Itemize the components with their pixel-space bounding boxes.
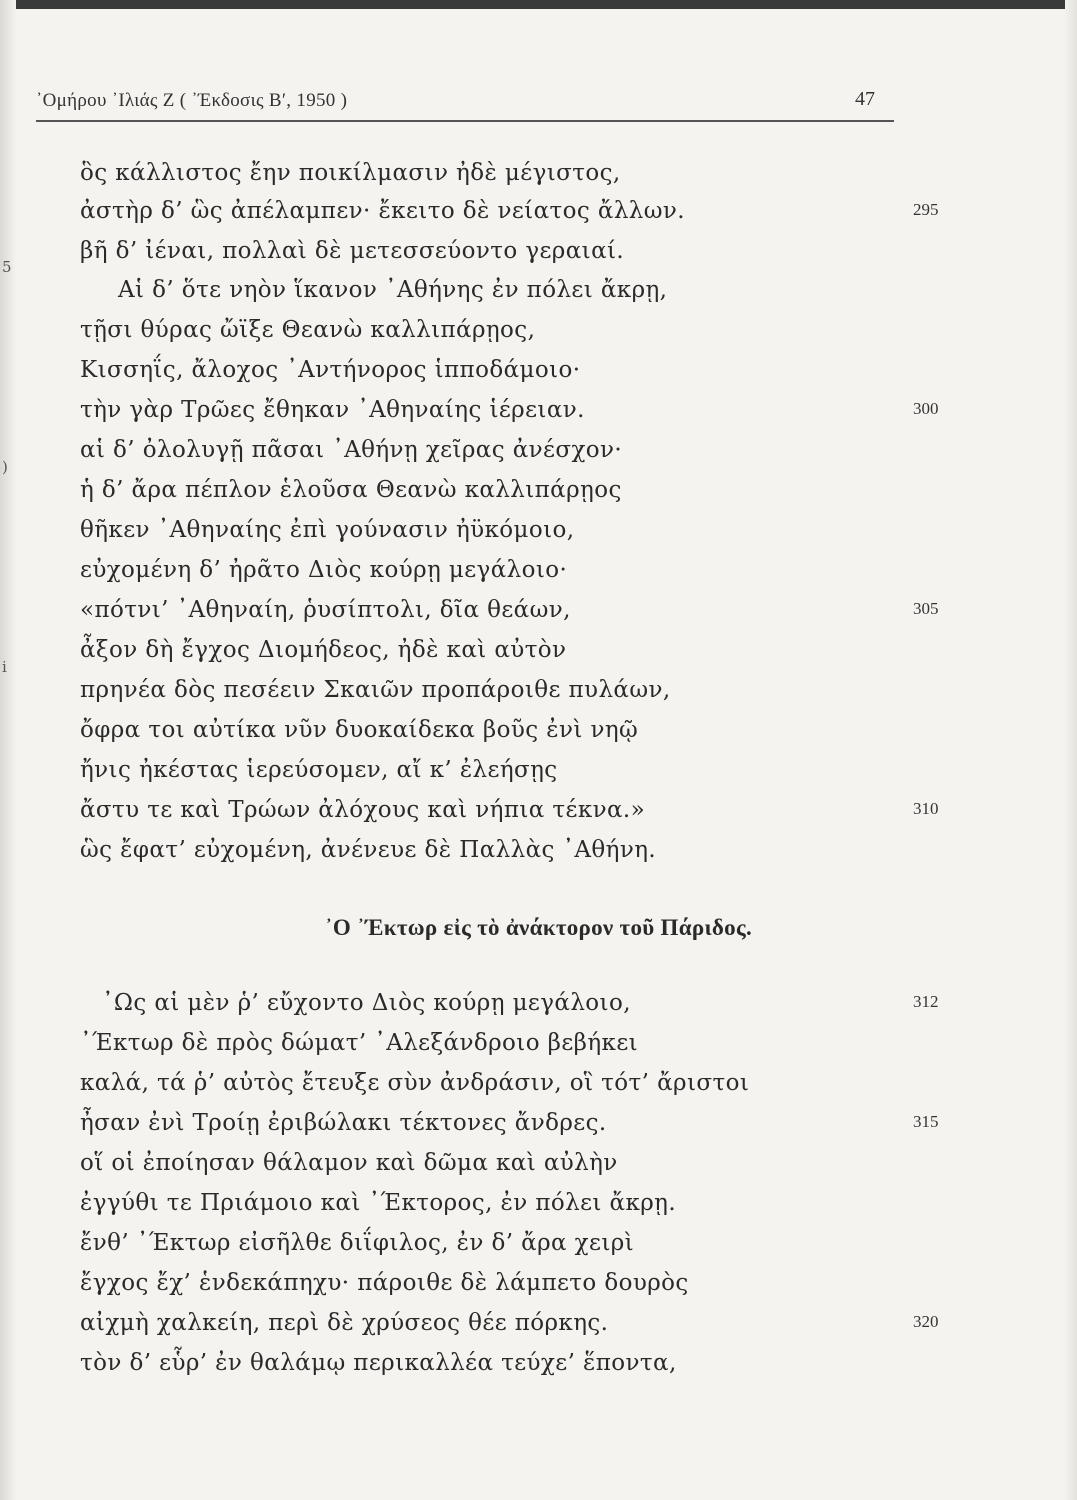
verse-line: ὃς κάλλιστος ἔην ποικίλμασιν ἠδὲ μέγιστος, xyxy=(80,160,621,186)
section-heading: ᾿Ο ᾿Έκτωρ εἰς τὸ ἀνάκτορον τοῦ Πάριδος. xyxy=(324,915,753,940)
verse-line: τὸν δ’ εὗρ’ ἐν θαλάμῳ περικαλλέα τεύχε’ ἕποντα, xyxy=(80,1350,677,1376)
verse-line: οἵ οἱ ἐποίησαν θάλαμον καὶ δῶμα καὶ αὐλὴν xyxy=(80,1150,618,1176)
verse-line: τὴν γὰρ Τρῶες ἔθηκαν ᾿Αθηναίης ἱέρειαν. xyxy=(80,397,585,423)
verse-line: «πότνι’ ᾿Αθηναίη, ῥυσίπτολι, δῖα θεάων, xyxy=(80,597,571,623)
verse-line: πρηνέα δὸς πεσέειν Σκαιῶν προπάροιθε πυλάων, xyxy=(80,677,671,703)
verse-line: ἦσαν ἐνὶ Τροίῃ ἐριβώλακι τέκτονες ἄνδρες. xyxy=(80,1110,607,1136)
verse-line: αἰχμὴ χαλκείη, περὶ δὲ χρύσεος θέε πόρκης. xyxy=(80,1310,609,1336)
running-title: ᾿Ομήρου ᾿Ιλιάς Ζ ( ᾿Έκδοσις Β′, 1950 ) xyxy=(36,90,348,111)
verse-line: ᾿Ως αἱ μὲν ῥ’ εὔχοντο Διὸς κούρῃ μεγάλοιο, xyxy=(102,990,631,1016)
page-edge-shadow xyxy=(1065,0,1077,1500)
line-number: 295 xyxy=(913,200,939,219)
verse-line: ἔνθ’ ᾿Έκτωρ εἰσῆλθε διΐφιλος, ἐν δ’ ἄρα χειρὶ xyxy=(80,1230,635,1256)
verse-line: αἱ δ’ ὀλολυγῇ πᾶσαι ᾿Αθήνῃ χεῖρας ἀνέσχον· xyxy=(80,437,623,463)
line-number: 310 xyxy=(913,799,939,818)
verse-line: ἄστυ τε καὶ Τρώων ἀλόχους καὶ νήπια τέκνα.» xyxy=(80,797,646,823)
verse-line: ἀστὴρ δ’ ὣς ἀπέλαμπεν· ἔκειτο δὲ νείατος ἄλλων. xyxy=(80,198,686,224)
line-number: 315 xyxy=(913,1112,939,1131)
verse-line: βῆ δ’ ἰέναι, πολλαὶ δὲ μετεσσεύοντο γεραιαί. xyxy=(80,238,625,264)
verse-line: τῇσι θύρας ὤϊξε Θεανὼ καλλιπάρῃος, xyxy=(80,317,536,343)
margin-mark: ) xyxy=(2,458,8,476)
margin-mark: 5 xyxy=(2,258,12,276)
verse-line: καλά, τά ῥ’ αὐτὸς ἔτευξε σὺν ἀνδράσιν, οἳ τότ’ ἄριστοι xyxy=(80,1070,750,1096)
line-number: 300 xyxy=(913,399,939,418)
verse-line: θῆκεν ᾿Αθηναίης ἐπὶ γούνασιν ἠϋκόμοιο, xyxy=(80,517,575,543)
verse-line: ἐγγύθι τε Πριάμοιο καὶ ᾿Έκτορος, ἐν πόλει ἄκρῃ. xyxy=(80,1190,677,1216)
verse-line: Κισσηΐς, ἄλοχος ᾿Αντήνορος ἱπποδάμοιο· xyxy=(80,357,581,383)
line-number: 305 xyxy=(913,599,939,618)
line-number: 312 xyxy=(913,992,939,1011)
binding-shadow xyxy=(0,0,16,1500)
running-head xyxy=(36,86,881,118)
verse-line: ἆξον δὴ ἔγχος Διομήδεος, ἠδὲ καὶ αὐτὸν xyxy=(80,637,567,663)
margin-mark: i xyxy=(2,658,7,676)
page-number: 47 xyxy=(855,88,875,110)
verse-line: ἔγχος ἔχ’ ἑνδεκάπηχυ· πάροιθε δὲ λάμπετο δουρὸς xyxy=(80,1270,689,1296)
verse-line: ὣς ἔφατ’ εὐχομένη, ἀνένευε δὲ Παλλὰς ᾿Αθήνη. xyxy=(80,837,657,863)
verse-line: ὄφρα τοι αὐτίκα νῦν δυοκαίδεκα βοῦς ἐνὶ νηῷ xyxy=(80,717,639,743)
header-rule xyxy=(36,120,894,122)
page-top-edge xyxy=(0,0,1077,9)
verse-line: εὐχομένη δ’ ἠρᾶτο Διὸς κούρῃ μεγάλοιο· xyxy=(80,557,568,583)
verse-line: ἡ δ’ ἄρα πέπλον ἑλοῦσα Θεανὼ καλλιπάρῃος xyxy=(80,477,622,503)
verse-line: ἤνις ἠκέστας ἱερεύσομεν, αἴ κ’ ἐλεήσῃς xyxy=(80,757,558,783)
verse-line: ᾿Έκτωρ δὲ πρὸς δώματ’ ᾿Αλεξάνδροιο βεβήκει xyxy=(80,1030,639,1056)
line-number: 320 xyxy=(913,1312,939,1331)
verse-line: Αἱ δ’ ὅτε νηὸν ἵκανον ᾿Αθήνης ἐν πόλει ἄκρῃ, xyxy=(118,277,668,303)
